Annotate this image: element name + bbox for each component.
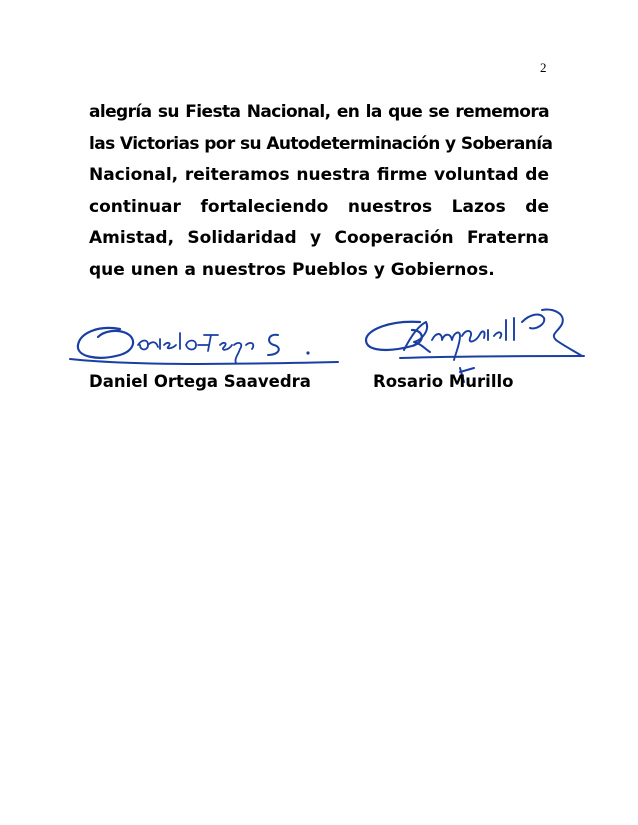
body-line: Nacional, reiteramos nuestra firme voluntad de bbox=[89, 165, 549, 185]
signer-name-murillo: Rosario Murillo bbox=[373, 372, 514, 391]
body-line: que unen a nuestros Pueblos y Gobiernos. bbox=[89, 259, 495, 280]
body-line: las Victorias por su Autodeterminación y Soberanía bbox=[89, 133, 553, 154]
signature-daniel-ortega bbox=[68, 315, 343, 373]
body-line: continuar fortaleciendo nuestros Lazos de bbox=[89, 196, 549, 217]
letter-body bbox=[89, 97, 553, 286]
signer-name-ortega: Daniel Ortega Saavedra bbox=[89, 372, 311, 391]
body-line: Amistad, Solidaridad y Cooperación Fraterna bbox=[89, 228, 549, 248]
body-line: alegría su Fiesta Nacional, en la que se rememora bbox=[89, 102, 549, 122]
page-number: 2 bbox=[540, 60, 547, 75]
